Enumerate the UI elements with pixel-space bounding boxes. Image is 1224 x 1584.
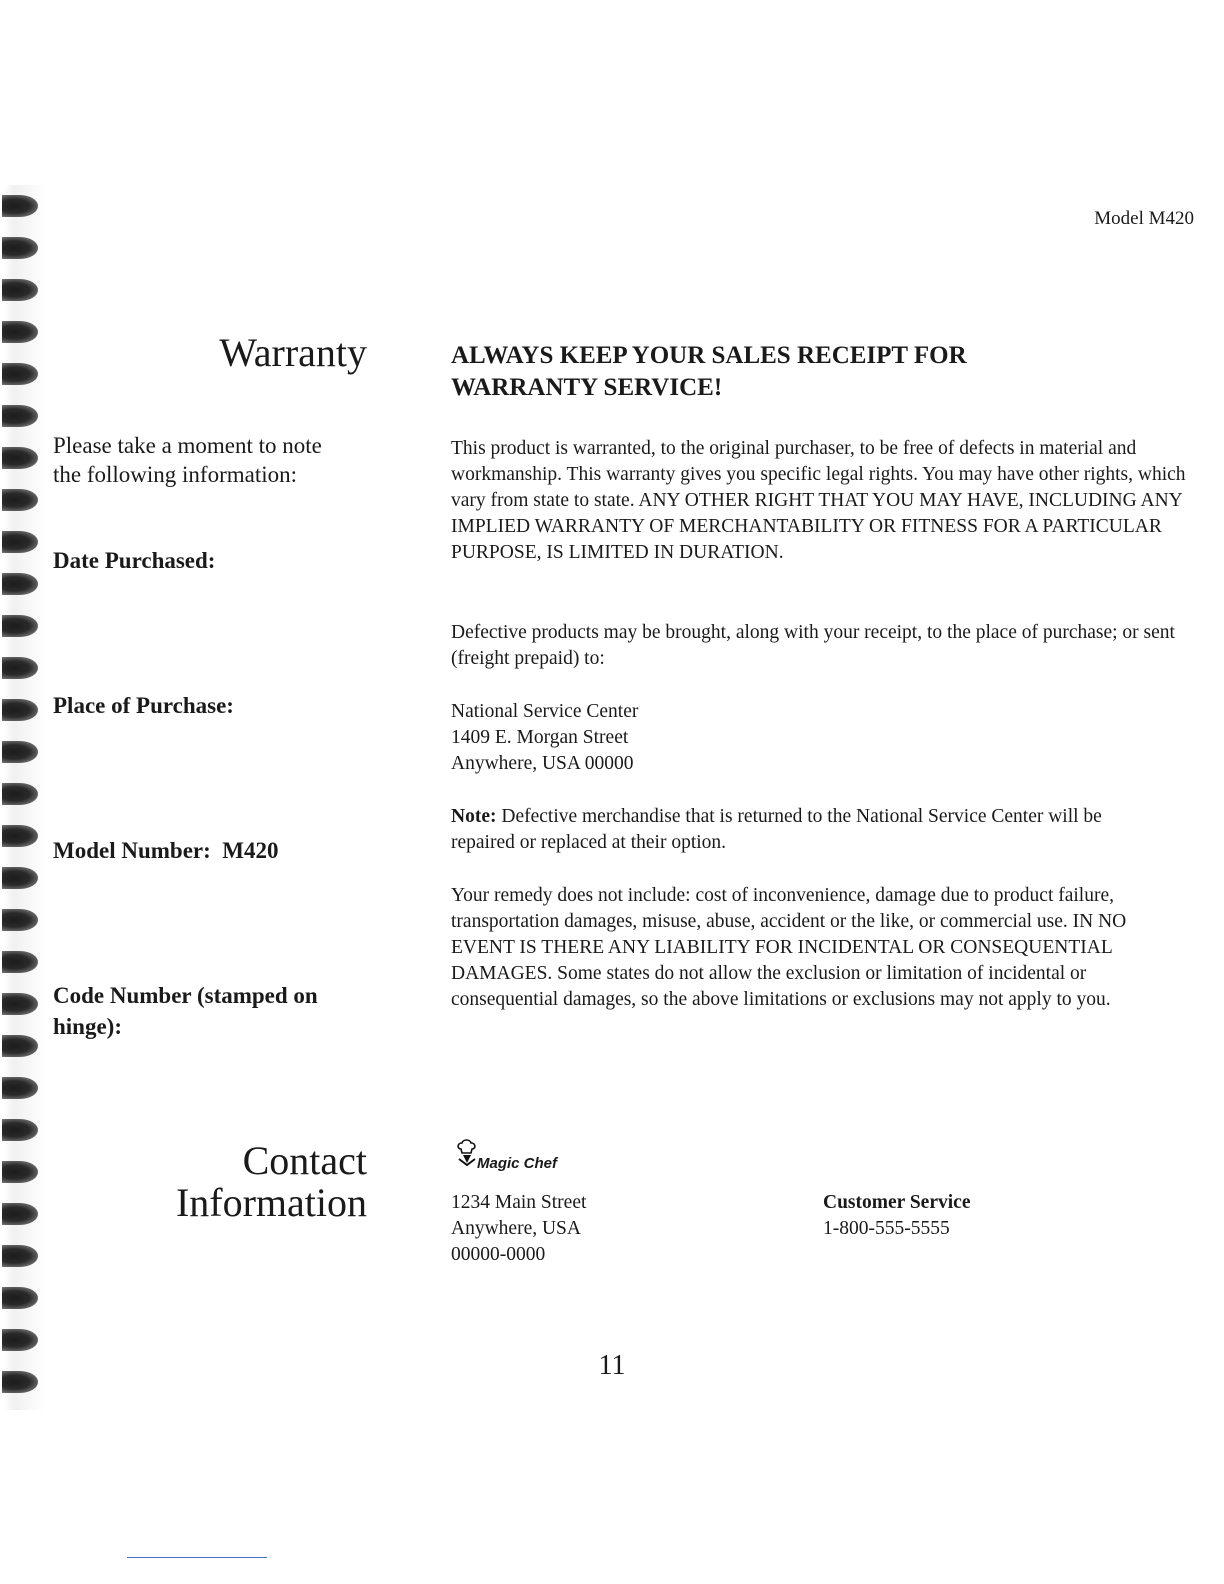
binding-ring [2,195,38,217]
note-text: Defective merchandise that is returned to the National Service Center will be repaired or replaced at their option. [451,806,1102,853]
binding-ring [2,783,38,805]
binding-ring [2,615,38,637]
warranty-paragraph-1: This product is warranted, to the original purchaser, to be free of defects in material and workmanship. This warranty gives you specific legal rights. You may have other rights, which vary from state to state. ANY OTHER RIGHT THAT YOU MAY HAVE, INCLUDING ANY IMPLIED WARRANTY OF MERCHANTABILITY OR FITNESS FOR A PARTICULAR PURPOSE, IS LIMITED IN DURATION. [451,438,1186,563]
code-number-label: Code Number (stamped on hinge): [53,983,318,1039]
service-center-address [451,699,1191,777]
logo-text: Magic Chef [477,1155,558,1172]
warranty-heading: ALWAYS KEEP YOUR SALES RECEIPT FOR WARRANTY SERVICE! [451,342,967,401]
note-label: Note: [451,806,497,827]
service-center-street: 1409 E. Morgan Street [451,727,629,748]
binding-ring [2,1161,38,1183]
contact-title-line-1: Contact [242,1138,367,1183]
place-of-purchase-label: Place of Purchase: [53,693,234,718]
model-number-label: Model Number: M420 [53,838,279,863]
binding-ring [2,657,38,679]
magic-chef-logo [455,1139,615,1181]
binding-ring [2,489,38,511]
binding-ring [2,1245,38,1267]
spiral-binding [0,185,48,1410]
binding-ring [2,405,38,427]
date-purchased-label: Date Purchased: [53,548,216,573]
binding-ring [2,531,38,553]
binding-ring [2,699,38,721]
binding-ring [2,909,38,931]
contact-title [176,1140,367,1224]
binding-ring [2,447,38,469]
binding-ring [2,1119,38,1141]
binding-ring [2,237,38,259]
customer-service-label: Customer Service [823,1192,971,1213]
binding-ring [2,1035,38,1057]
warranty-intro: Please take a moment to note the following information: [53,433,322,487]
binding-ring [2,363,38,385]
binding-ring [2,1329,38,1351]
binding-ring [2,825,38,847]
binding-ring [2,951,38,973]
page-number: 11 [598,1350,626,1381]
binding-ring [2,1203,38,1225]
binding-ring [2,741,38,763]
binding-ring [2,993,38,1015]
binding-ring [2,867,38,889]
warranty-note [451,804,1141,856]
binding-ring [2,1287,38,1309]
footer-divider [127,1557,267,1558]
contact-address [451,1190,771,1268]
service-center-name: National Service Center [451,701,639,722]
binding-ring [2,321,38,343]
customer-service [823,1190,970,1242]
warranty-paragraph-3: Your remedy does not include: cost of inconvenience, damage due to product failure, transportation damages, misuse, abuse, accident or the like, or commercial use. IN NO EVENT IS THERE ANY LIABILITY FOR INCIDENTAL OR CONSEQUENTIAL DAMAGES. Some states do not allow the exclusion or limitation of incidental or consequential damages, so the above limitations or exclusions may not apply to you. [451,885,1127,1010]
contact-title-line-2: Information [175,1180,367,1225]
chef-hat-icon [455,1139,479,1169]
customer-service-phone: 1-800-555-5555 [823,1218,950,1239]
contact-zip: 00000-0000 [451,1244,546,1265]
binding-ring [2,279,38,301]
contact-city: Anywhere, USA [451,1218,581,1239]
binding-ring [2,1077,38,1099]
warranty-title: Warranty [219,330,367,375]
binding-ring [2,573,38,595]
model-header: Model M420 [1094,208,1194,229]
warranty-paragraph-2: Defective products may be brought, along with your receipt, to the place of purchase; or sent (freight prepaid) to: [451,622,1175,669]
service-center-city: Anywhere, USA 00000 [451,753,634,774]
contact-street: 1234 Main Street [451,1192,587,1213]
